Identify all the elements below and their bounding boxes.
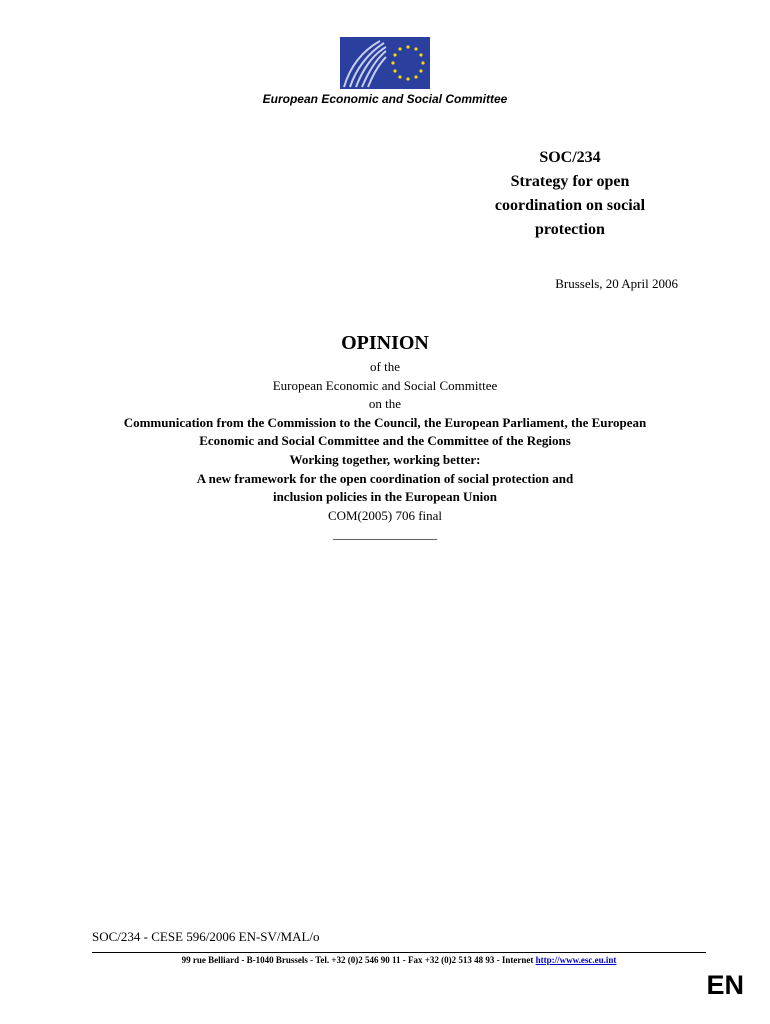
website-link[interactable]: http://www.esc.eu.int — [535, 955, 617, 965]
eu-flag-icon — [340, 37, 430, 89]
separator-line: ________________ — [333, 526, 437, 542]
committee-line: European Economic and Social Committee — [272, 377, 498, 393]
place-date: Brussels, 20 April 2006 — [555, 276, 678, 291]
language-code: EN — [706, 970, 744, 1000]
footer-divider — [92, 952, 706, 953]
communication-line: Economic and Social Committee and the Committee of the Regions — [199, 433, 571, 449]
com-reference: COM(2005) 706 final — [327, 507, 443, 523]
on-the-line: on the — [368, 396, 402, 412]
reference-block — [470, 146, 670, 242]
subject-line: Strategy for open — [510, 173, 630, 190]
communication-line: A new framework for the open coordination of social protection and — [196, 470, 574, 486]
opinion-title: OPINION — [341, 332, 429, 354]
subject-line: coordination on social — [494, 197, 646, 214]
footer-document-ref: SOC/234 - CESE 596/2006 EN-SV/MAL/o — [92, 929, 320, 944]
communication-line: Communication from the Commission to the Council, the European Parliament, the European — [123, 414, 647, 430]
of-the-line: of the — [370, 359, 400, 374]
document-code: SOC/234 — [539, 149, 601, 166]
eesc-logo — [340, 37, 430, 89]
address-text: 99 rue Belliard - B-1040 Brussels - Tel. +32 (0)2 546 90 11 - Fax +32 (0)2 513 48 93 - Internet — [181, 955, 536, 965]
footer-address — [92, 955, 706, 965]
subject-line: protection — [535, 221, 605, 238]
communication-line: inclusion policies in the European Union — [272, 489, 498, 505]
opinion-body — [60, 358, 710, 544]
organization-name: European Economic and Social Committee — [262, 92, 508, 106]
communication-line: Working together, working better: — [289, 451, 481, 467]
